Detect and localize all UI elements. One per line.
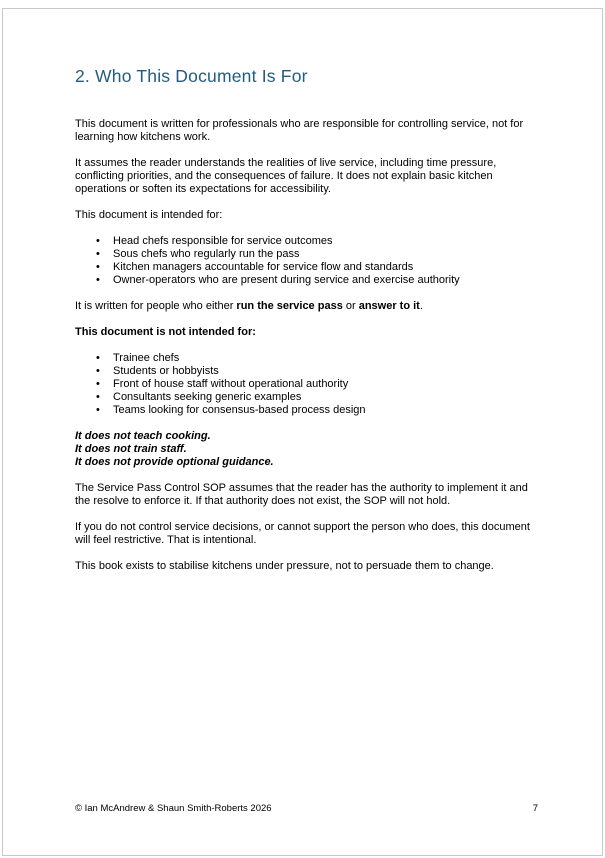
page-footer	[75, 803, 538, 815]
emphasis-block	[75, 430, 543, 469]
document-page	[2, 8, 603, 856]
bullet-icon: •	[96, 365, 100, 377]
list-item-text: Owner-operators who are present during service and exercise authority	[113, 274, 460, 286]
not-intended-for-list	[75, 352, 543, 417]
list-item	[75, 391, 543, 404]
bullet-icon: •	[96, 391, 100, 403]
bullet-icon: •	[96, 235, 100, 247]
list-item-text: Front of house staff without operational authority	[113, 378, 349, 390]
bullet-icon: •	[96, 248, 100, 260]
paragraph-written-mixed	[75, 300, 543, 313]
intended-for-list	[75, 235, 543, 287]
list-item-text: Students or hobbyists	[113, 365, 219, 377]
text-segment: .	[419, 300, 423, 312]
list-item	[75, 235, 543, 248]
list-item	[75, 404, 543, 417]
bullet-icon: •	[96, 378, 100, 390]
emphasis-line: It does not train staff.	[75, 443, 187, 455]
paragraph-written-for: This document is written for professionals who are responsible for controlling service, not for learning how kitchens work.	[75, 118, 524, 143]
bullet-icon: •	[96, 274, 100, 286]
paragraph-not-intended-lead: This document is not intended for:	[75, 326, 256, 338]
footer-page-number: 7	[532, 803, 538, 814]
footer-copyright: © Ian McAndrew & Shaun Smith-Roberts 2026	[75, 803, 272, 814]
list-item-text: Teams looking for consensus-based process design	[113, 404, 366, 416]
text-segment: or	[342, 300, 359, 312]
paragraph-book-purpose: This book exists to stabilise kitchens under pressure, not to persuade them to change.	[75, 560, 494, 572]
bullet-icon: •	[96, 404, 100, 416]
paragraph-intended-lead: This document is intended for:	[75, 209, 223, 221]
text-segment: It is written for people who either	[75, 300, 237, 312]
emphasis-line: It does not provide optional guidance.	[75, 456, 274, 468]
list-item	[75, 248, 543, 261]
list-item	[75, 261, 543, 274]
list-item-text: Consultants seeking generic examples	[113, 391, 302, 403]
list-item	[75, 378, 543, 391]
section-heading: 2. Who This Document Is For	[75, 66, 308, 86]
paragraph-restrictive: If you do not control service decisions, or cannot support the person who does, this document will feel restrictive. That is intentional.	[75, 521, 530, 546]
text-segment-bold: answer to it	[358, 300, 420, 312]
list-item-text: Trainee chefs	[113, 352, 180, 364]
emphasis-line: It does not teach cooking.	[75, 430, 211, 442]
text-segment-bold: run the service pass	[236, 300, 343, 312]
list-item-text: Sous chefs who regularly run the pass	[113, 248, 300, 260]
list-item-text: Head chefs responsible for service outcomes	[113, 235, 333, 247]
list-item	[75, 365, 543, 378]
list-item	[75, 274, 543, 287]
bullet-icon: •	[96, 261, 100, 273]
bullet-icon: •	[96, 352, 100, 364]
page-content	[75, 65, 543, 586]
paragraph-sop-assumes: The Service Pass Control SOP assumes that the reader has the authority to implement it and the resolve to enforce it. If that authority does not exist, the SOP will not hold.	[75, 482, 528, 507]
paragraph-assumes: It assumes the reader understands the realities of live service, including time pressure, conflicting priorities, and the consequences of failure. It does not explain basic kitchen operations or soften its expectations for accessibility.	[75, 157, 497, 195]
list-item-text: Kitchen managers accountable for service flow and standards	[113, 261, 414, 273]
list-item	[75, 352, 543, 365]
